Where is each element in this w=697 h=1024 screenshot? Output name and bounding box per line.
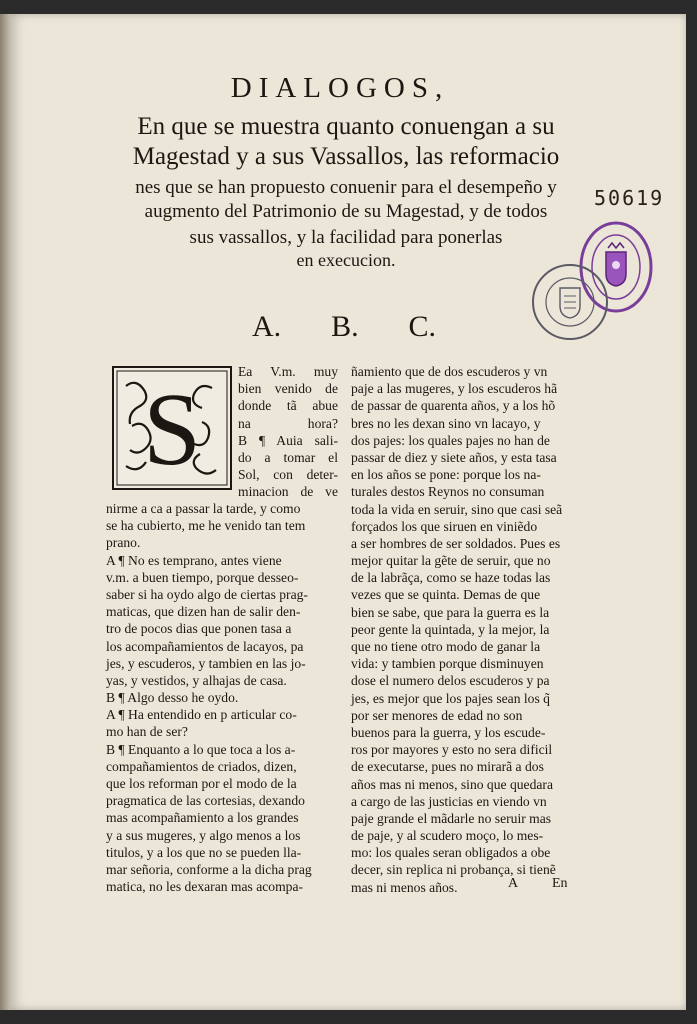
text-line: Sol, con deter- — [238, 467, 338, 483]
text-line: tro de pocos dias que ponen tasa a — [106, 621, 292, 637]
text-line: minacion de ve — [238, 484, 338, 500]
text-line: prano. — [106, 535, 141, 551]
ex-libris-stamp-icon — [530, 262, 610, 342]
subtitle-line: en execucion. — [296, 250, 396, 270]
text-line: y a sus mugeres, y algo menos a los — [106, 827, 301, 843]
text-line: de paje, y al scudero moço, lo mes- — [351, 828, 544, 844]
left-column-beside-initial — [238, 363, 338, 501]
text-line: ros por mayores y esto no sera dificil — [351, 742, 553, 758]
text-line: bres no les dexan sino vn lacayo, y — [351, 415, 541, 431]
text-line: B ¶ Auia sali- — [238, 432, 338, 448]
text-line: A ¶ No es temprano, antes viene — [106, 552, 282, 568]
right-column — [351, 363, 577, 896]
text-line: bien venido de — [238, 381, 338, 397]
text-line: toda la vida en seruir, sino que casi seã — [351, 501, 563, 517]
text-line: A ¶ Ha entendido en p articular co- — [106, 707, 297, 723]
text-line: passar de diez y siete años, y esta tasa — [351, 449, 557, 465]
text-line: compañamientos de criados, dizen, — [106, 758, 297, 774]
text-line: titulos, y a los que no se pueden lla- — [106, 844, 302, 860]
text-line: mar señoria, conforme a la dicha prag — [106, 861, 312, 877]
signature-mark: A — [508, 876, 519, 891]
ornamental-initial-s — [112, 366, 232, 490]
text-line: B ¶ Enquanto a lo que toca a los a- — [106, 741, 296, 757]
subtitle-line: nes que se han propuesto conuenir para el desempeño y — [135, 177, 557, 198]
text-line: dos pajes: los quales pajes no han de — [351, 432, 550, 448]
subtitle-line: augmento del Patrimonio de su Magestad, y de todos — [144, 201, 548, 222]
text-line: yas, y vestidos, y alhajas de casa. — [106, 672, 287, 688]
text-line: dose el numero delos escuderos y pa — [351, 673, 550, 689]
text-line: por ser menores de edad no son — [351, 707, 523, 723]
subtitle-line: Magestad y a sus Vassallos, las reformacio — [132, 143, 560, 170]
text-line: mas acompañamiento a los grandes — [106, 810, 299, 826]
text-line: peor gente la quintada, y la mejor, la — [351, 621, 550, 637]
page-title: DIALOGOS, — [230, 72, 450, 104]
text-line: maticas, que dizen han de salir den- — [106, 604, 301, 620]
dialogue-speakers — [252, 310, 436, 344]
text-line: jes, es mejor que los pajes sean los q̃ — [351, 690, 550, 706]
text-line: pragmatica de las cortesias, dexando — [106, 793, 305, 809]
text-line: do a tomar el — [238, 449, 338, 465]
text-line: que los reforman por el modo de la — [106, 776, 297, 791]
text-line: jes, y escuderos, y tambien en las jo- — [106, 655, 306, 671]
speaker-a: A. — [252, 310, 282, 343]
text-line: forçados los que siruen en viniẽdo — [351, 518, 538, 534]
text-line: buenos para la guerra, y los escude- — [351, 724, 546, 740]
text-line: bien se sabe, que para la guerra es la — [351, 604, 550, 620]
text-line: na hora? — [238, 415, 338, 431]
subtitle-line: sus vassallos, y la facilidad para ponerlas — [189, 227, 503, 248]
text-line: a cargo de las justicias en viendo vn — [351, 793, 547, 809]
text-line: se ha cubierto, me he venido tan tem — [106, 518, 306, 534]
svg-text:S: S — [143, 372, 201, 487]
text-line: paje grande el mãdarle no seruir mas — [351, 810, 552, 826]
text-line: años mas ni menos, sino que quedara — [351, 776, 553, 792]
text-line: saber si ha oydo algo de ciertas prag- — [106, 586, 308, 602]
text-line: a ser hombres de ser soldados. Pues es — [351, 535, 561, 551]
shelfmark-number: 50619 — [594, 186, 665, 210]
text-line: turales destos Reynos no consuman — [351, 484, 545, 500]
speaker-b: B. — [331, 310, 359, 343]
text-line: mas ni menos años. — [351, 879, 458, 895]
text-line: en los años se pone: porque los na- — [351, 467, 541, 483]
text-line: de passar de quarenta años, y a los hõ — [351, 398, 556, 414]
text-line: vezes que se quinta. Demas de que — [351, 587, 541, 603]
text-line: donde tã abue — [238, 398, 338, 414]
text-line: vida: y tambien porque disminuyen — [351, 656, 544, 672]
subtitle-line: En que se muestra quanto conuengan a su — [137, 113, 555, 140]
text-line: los acompañamientos de lacayos, pa — [106, 638, 304, 654]
text-line: mo han de ser? — [106, 724, 188, 740]
text-line: paje a las mugeres, y los escuderos hã — [351, 381, 558, 397]
text-line: mejor quitar la gẽte de seruir, que no — [351, 553, 551, 569]
text-line: decer, sin replica ni probança, si tienẽ — [351, 862, 556, 878]
text-line: de la labrãça, como se haze todas las — [351, 570, 551, 586]
text-line: nirme a ca a passar la tarde, y como — [106, 501, 301, 516]
text-line: que no tiene otro modo de ganar la — [351, 639, 541, 654]
text-line: v.m. a buen tiempo, porque desseo- — [106, 569, 299, 585]
speaker-c: C. — [408, 310, 436, 343]
catchword: En — [552, 876, 568, 891]
text-line: ñamiento que de dos escuderos y vn — [351, 364, 548, 379]
text-line: Ea V.m. muy — [238, 364, 338, 379]
text-line: matica, no les dexaran mas acompa- — [106, 879, 304, 895]
text-line: B ¶ Algo desso he oydo. — [106, 690, 239, 706]
left-column — [106, 500, 338, 895]
text-line: de executarse, pues no mirarã a dos — [351, 759, 544, 775]
text-line: mo: los quales seran obligados a obe — [351, 845, 551, 861]
